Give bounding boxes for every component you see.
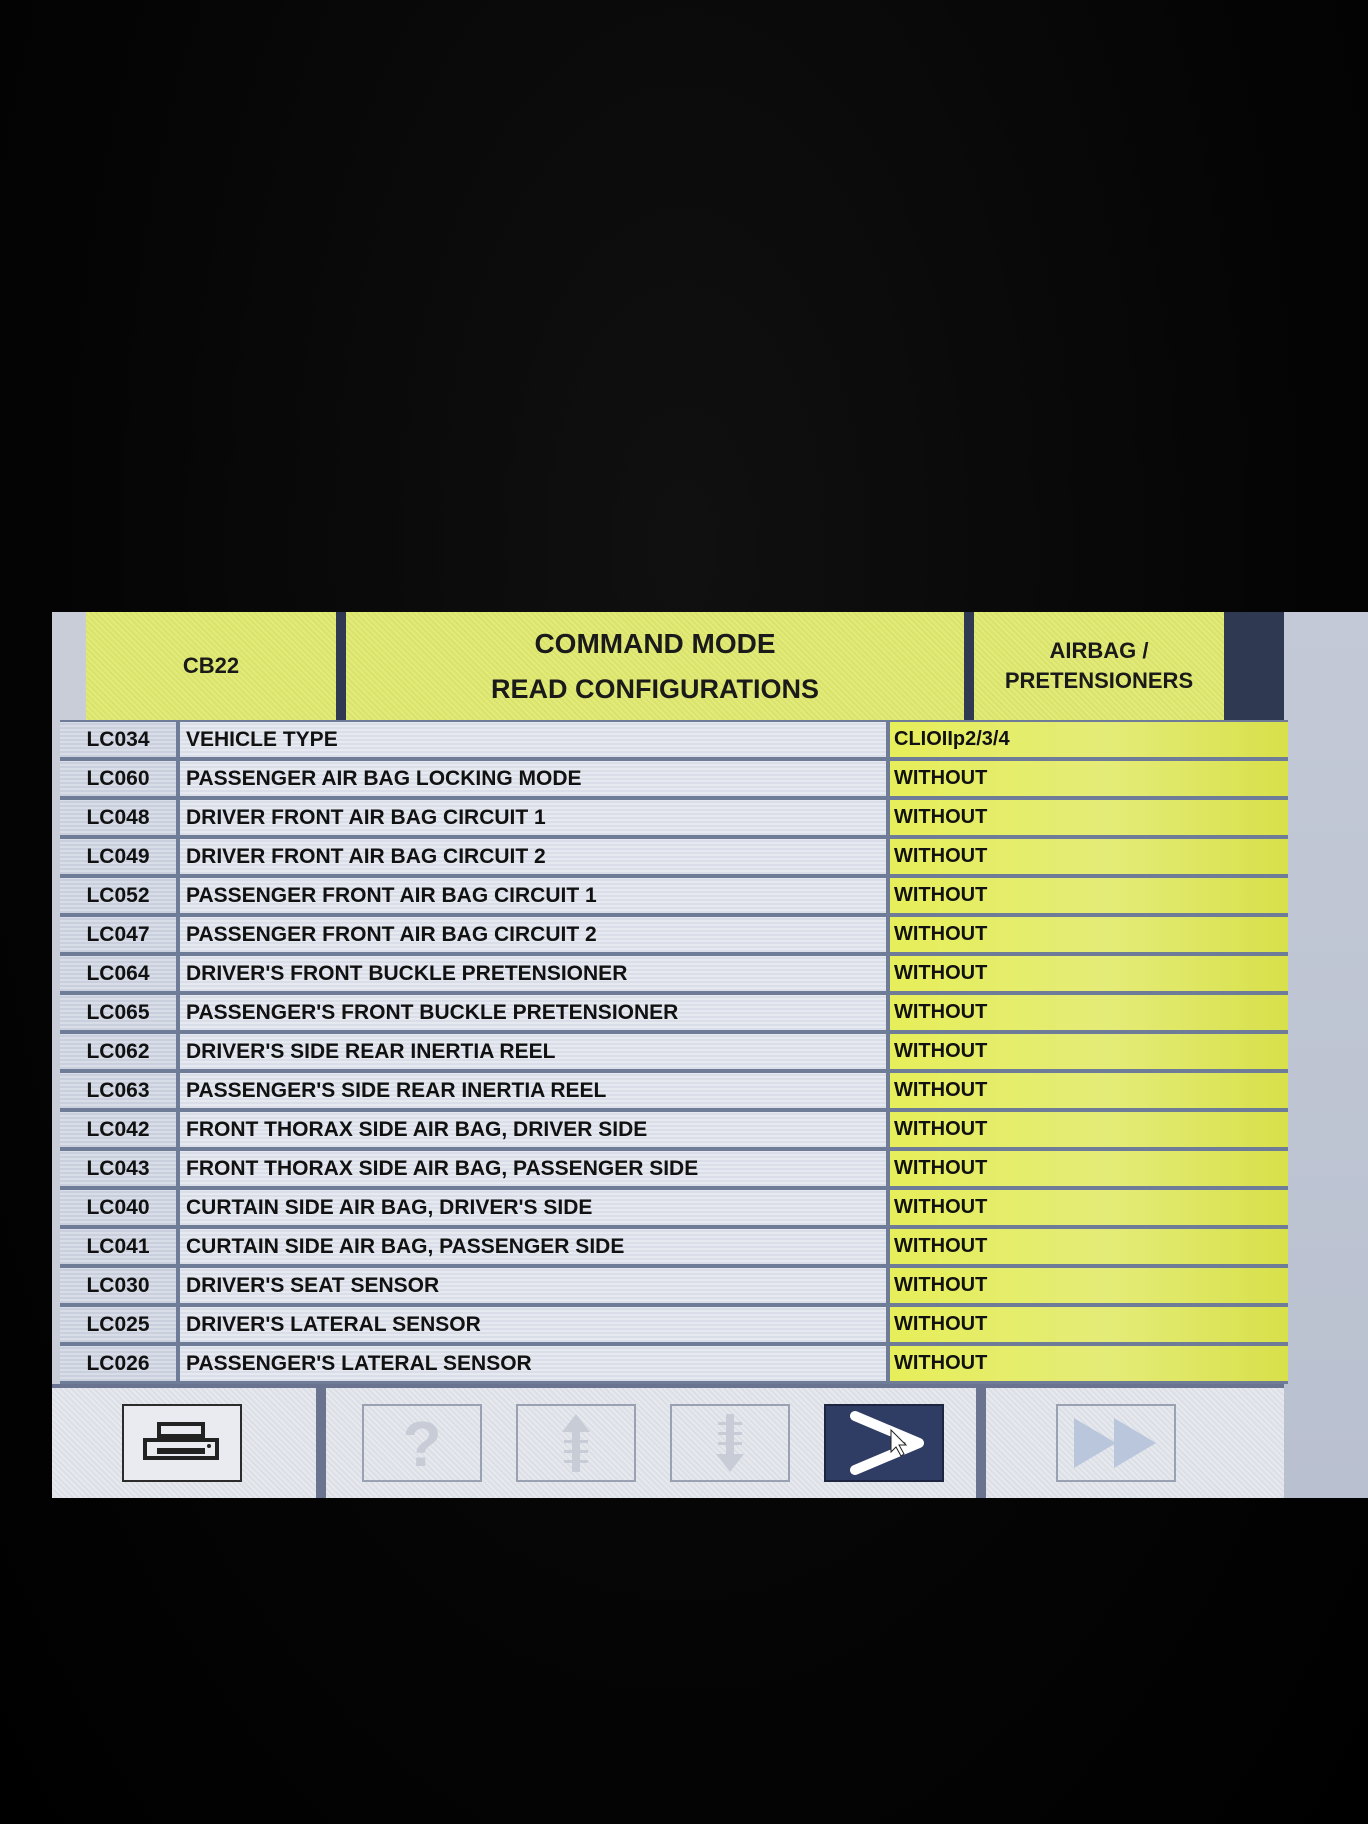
config-code: LC041 [60, 1229, 176, 1264]
config-value: WITHOUT [890, 1190, 1288, 1225]
table-row [60, 1149, 1288, 1186]
config-label: PASSENGER'S SIDE REAR INERTIA REEL [180, 1073, 886, 1108]
ecu-code: CB22 [182, 653, 240, 678]
config-value: CLIOIIp2/3/4 [890, 722, 1288, 757]
page-down-icon [710, 1410, 750, 1476]
config-label: DRIVER'S SEAT SENSOR [180, 1268, 886, 1303]
config-label: DRIVER'S SIDE REAR INERTIA REEL [180, 1034, 886, 1069]
config-label: FRONT THORAX SIDE AIR BAG, PASSENGER SIDE [180, 1151, 886, 1186]
config-code: LC065 [60, 995, 176, 1030]
table-row [60, 1227, 1288, 1264]
config-label: CURTAIN SIDE AIR BAG, DRIVER'S SIDE [180, 1190, 886, 1225]
screen-right-margin [1284, 612, 1368, 1498]
diagnostic-screen [52, 612, 1368, 1498]
config-value: WITHOUT [890, 1112, 1288, 1147]
config-value: WITHOUT [890, 1034, 1288, 1069]
header-title-box [346, 612, 964, 720]
header-section-box [974, 612, 1224, 720]
table-row [60, 1188, 1288, 1225]
config-value: WITHOUT [890, 761, 1288, 796]
config-label: PASSENGER AIR BAG LOCKING MODE [180, 761, 886, 796]
table-row [60, 1110, 1288, 1147]
printer-icon [137, 1418, 227, 1468]
config-value: WITHOUT [890, 878, 1288, 913]
section-name-line2: PRETENSIONERS [1004, 668, 1194, 693]
config-code: LC049 [60, 839, 176, 874]
toolbar-panel-middle [326, 1388, 976, 1498]
config-value: WITHOUT [890, 1268, 1288, 1303]
config-value: WITHOUT [890, 917, 1288, 952]
table-row [60, 876, 1288, 913]
config-value: WITHOUT [890, 839, 1288, 874]
config-code: LC060 [60, 761, 176, 796]
section-name-line1: AIRBAG / [1049, 638, 1149, 663]
config-value: WITHOUT [890, 1346, 1288, 1381]
config-label: PASSENGER'S FRONT BUCKLE PRETENSIONER [180, 995, 886, 1030]
page-up-icon [556, 1410, 596, 1476]
config-value: WITHOUT [890, 1073, 1288, 1108]
header-bar [86, 612, 1284, 720]
table-row [60, 993, 1288, 1030]
help-button[interactable] [362, 1404, 482, 1482]
page-up-button[interactable] [516, 1404, 636, 1482]
config-label: PASSENGER FRONT AIR BAG CIRCUIT 2 [180, 917, 886, 952]
config-value: WITHOUT [890, 995, 1288, 1030]
page-down-button[interactable] [670, 1404, 790, 1482]
fast-forward-icon [1066, 1410, 1166, 1476]
next-button[interactable] [824, 1404, 944, 1482]
config-value: WITHOUT [890, 1151, 1288, 1186]
table-row [60, 720, 1288, 757]
config-label: PASSENGER'S LATERAL SENSOR [180, 1346, 886, 1381]
configuration-table [60, 720, 1288, 1384]
table-row [60, 915, 1288, 952]
config-label: FRONT THORAX SIDE AIR BAG, DRIVER SIDE [180, 1112, 886, 1147]
config-code: LC043 [60, 1151, 176, 1186]
config-label: DRIVER FRONT AIR BAG CIRCUIT 1 [180, 800, 886, 835]
page-title: COMMAND MODE [534, 627, 776, 659]
print-button[interactable] [122, 1404, 242, 1482]
table-row [60, 1266, 1288, 1303]
config-label: PASSENGER FRONT AIR BAG CIRCUIT 1 [180, 878, 886, 913]
config-code: LC026 [60, 1346, 176, 1381]
config-code: LC030 [60, 1268, 176, 1303]
config-label: DRIVER'S FRONT BUCKLE PRETENSIONER [180, 956, 886, 991]
config-code: LC047 [60, 917, 176, 952]
config-code: LC048 [60, 800, 176, 835]
config-code: LC042 [60, 1112, 176, 1147]
bottom-toolbar [52, 1384, 1284, 1498]
config-label: DRIVER FRONT AIR BAG CIRCUIT 2 [180, 839, 886, 874]
config-label: CURTAIN SIDE AIR BAG, PASSENGER SIDE [180, 1229, 886, 1264]
page-subtitle: READ CONFIGURATIONS [491, 673, 819, 704]
toolbar-panel-left [52, 1388, 316, 1498]
config-code: LC064 [60, 956, 176, 991]
config-code: LC025 [60, 1307, 176, 1342]
config-label: DRIVER'S LATERAL SENSOR [180, 1307, 886, 1342]
header-code-box [86, 612, 336, 720]
fast-forward-button[interactable] [1056, 1404, 1176, 1482]
config-code: LC063 [60, 1073, 176, 1108]
config-code: LC034 [60, 722, 176, 757]
table-row [60, 837, 1288, 874]
table-row [60, 954, 1288, 991]
help-icon [397, 1410, 447, 1476]
toolbar-panel-right [986, 1388, 1284, 1498]
config-value: WITHOUT [890, 1229, 1288, 1264]
config-value: WITHOUT [890, 956, 1288, 991]
table-row [60, 759, 1288, 796]
table-row [60, 1071, 1288, 1108]
config-code: LC052 [60, 878, 176, 913]
config-label: VEHICLE TYPE [180, 722, 886, 757]
table-row [60, 1344, 1288, 1381]
config-value: WITHOUT [890, 800, 1288, 835]
table-row [60, 1032, 1288, 1069]
table-row [60, 1305, 1288, 1342]
config-code: LC040 [60, 1190, 176, 1225]
next-arrow-icon [839, 1410, 929, 1476]
table-row [60, 798, 1288, 835]
config-value: WITHOUT [890, 1307, 1288, 1342]
config-code: LC062 [60, 1034, 176, 1069]
svg-text:?: ? [402, 1410, 442, 1476]
